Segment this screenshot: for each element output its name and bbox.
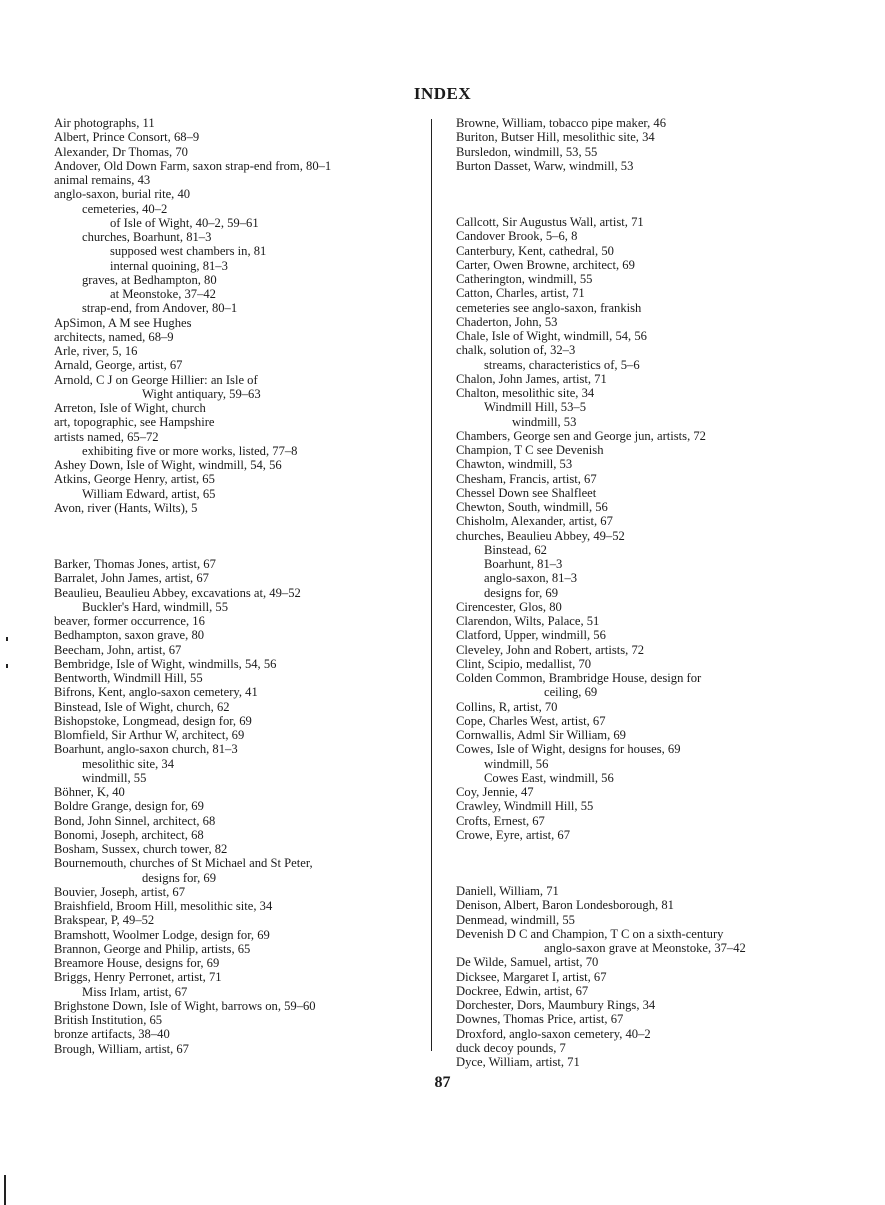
- index-subentry: designs for, 69: [142, 870, 217, 885]
- index-subentry: windmill, 53: [512, 414, 577, 429]
- index-entry: Chale, Isle of Wight, windmill, 54, 56: [456, 329, 647, 343]
- index-entry: Braishfield, Broom Hill, mesolithic site, 34: [54, 899, 273, 913]
- index-entry: Brighstone Down, Isle of Wight, barrows on, 59–60: [54, 998, 316, 1013]
- index-subentry: windmill, 56: [484, 756, 549, 771]
- index-entry: Arnald, George, artist, 67: [54, 358, 183, 373]
- index-entry: Breamore House, designs for, 69: [54, 956, 220, 970]
- index-entry: Crowe, Eyre, artist, 67: [456, 827, 571, 842]
- index-subentry: at Meonstoke, 37–42: [110, 287, 216, 301]
- index-subentry: supposed west chambers in, 81: [110, 244, 267, 259]
- index-entry: Beaulieu, Beaulieu Abbey, excavations at, 49–52: [54, 585, 301, 600]
- index-entry: Arle, river, 5, 16: [54, 344, 138, 358]
- page-number: 87: [434, 1074, 451, 1091]
- index-entry: Bedhampton, saxon grave, 80: [54, 628, 205, 643]
- index-entry: Blomfield, Sir Arthur W, architect, 69: [54, 728, 245, 742]
- index-entry: art, topographic, see Hampshire: [54, 415, 215, 430]
- index-subentry: internal quoining, 81–3: [110, 258, 228, 273]
- index-entry: Crofts, Ernest, 67: [456, 813, 545, 828]
- letter-section-gap: [456, 173, 856, 215]
- index-entry: Bosham, Sussex, church tower, 82: [54, 842, 228, 856]
- index-subentry: exhibiting five or more works, listed, 77–8: [82, 443, 298, 458]
- margin-mark: [4, 1175, 6, 1205]
- index-entry: chalk, solution of, 32–3: [456, 343, 576, 358]
- index-entry: Brakspear, P, 49–52: [54, 913, 155, 928]
- index-entry: Binstead, Isle of Wight, church, 62: [54, 699, 230, 714]
- index-entry: bronze artifacts, 38–40: [54, 1027, 170, 1042]
- index-entry: Cornwallis, Adml Sir William, 69: [456, 728, 626, 742]
- index-entry: Chaderton, John, 53: [456, 314, 558, 329]
- index-entry: Callcott, Sir Augustus Wall, artist, 71: [456, 215, 644, 229]
- index-entry: Catton, Charles, artist, 71: [456, 286, 585, 301]
- index-subentry: Buckler's Hard, windmill, 55: [82, 599, 229, 614]
- index-entry: Cope, Charles West, artist, 67: [456, 713, 606, 728]
- index-entry: Barker, Thomas Jones, artist, 67: [54, 557, 216, 571]
- index-entry: British Institution, 65: [54, 1013, 163, 1027]
- index-entry: animal remains, 43: [54, 173, 151, 187]
- index-entry: artists named, 65–72: [54, 429, 159, 444]
- index-entry: Air photographs, 11: [54, 116, 155, 130]
- index-subentry: William Edward, artist, 65: [82, 486, 216, 501]
- index-entry: Droxford, anglo-saxon cemetery, 40–2: [456, 1026, 651, 1041]
- letter-section-gap: [456, 842, 856, 884]
- index-entry: Barralet, John James, artist, 67: [54, 571, 209, 586]
- index-entry: Catherington, windmill, 55: [456, 272, 593, 286]
- index-subentry: windmill, 55: [82, 770, 147, 785]
- index-subentry: Windmill Hill, 53–5: [484, 400, 586, 415]
- index-entry: Chisholm, Alexander, artist, 67: [456, 514, 613, 529]
- index-subentry: of Isle of Wight, 40–2, 59–61: [110, 215, 259, 230]
- letter-section-gap: [54, 515, 424, 557]
- index-entry: Clatford, Upper, windmill, 56: [456, 628, 606, 643]
- index-entry: Atkins, George Henry, artist, 65: [54, 472, 215, 487]
- index-entry: Chessel Down see Shalfleet: [456, 485, 597, 500]
- index-entry: Browne, William, tobacco pipe maker, 46: [456, 116, 666, 130]
- index-entry: Chawton, windmill, 53: [456, 457, 573, 472]
- index-entry: Chalon, John James, artist, 71: [456, 371, 607, 386]
- index-entry: Bond, John Sinnel, architect, 68: [54, 813, 216, 828]
- index-entry: Bishopstoke, Longmead, design for, 69: [54, 713, 252, 728]
- index-entry: Clint, Scipio, medallist, 70: [456, 656, 592, 671]
- index-subentry: Wight antiquary, 59–63: [142, 386, 261, 401]
- column-divider: [431, 119, 432, 1051]
- index-subentry: ceiling, 69: [544, 685, 598, 700]
- index-entry: Bramshott, Woolmer Lodge, design for, 69: [54, 927, 270, 942]
- index-entry: Devenish D C and Champion, T C on a sixth-century: [456, 926, 724, 941]
- index-entry: Dyce, William, artist, 71: [456, 1055, 580, 1069]
- index-entry: Arnold, C J on George Hillier: an Isle of: [54, 372, 258, 387]
- index-entry: Bembridge, Isle of Wight, windmills, 54, 56: [54, 656, 277, 671]
- index-subentry: cemeteries, 40–2: [82, 201, 168, 216]
- index-entry: Boldre Grange, design for, 69: [54, 799, 204, 814]
- index-subentry: designs for, 69: [484, 585, 559, 600]
- page-title: INDEX: [413, 84, 472, 103]
- index-entry: Burton Dasset, Warw, windmill, 53: [456, 158, 634, 173]
- index-subentry: churches, Boarhunt, 81–3: [82, 230, 212, 244]
- index-entry: Bursledon, windmill, 53, 55: [456, 144, 598, 159]
- index-subentry: Miss Irlam, artist, 67: [82, 984, 188, 999]
- index-entry: Buriton, Butser Hill, mesolithic site, 34: [456, 130, 655, 145]
- index-entry: Bifrons, Kent, anglo-saxon cemetery, 41: [54, 685, 258, 700]
- margin-mark: [6, 664, 8, 668]
- index-entry: Dorchester, Dors, Maumbury Rings, 34: [456, 998, 656, 1012]
- index-entry: Avon, river (Hants, Wilts), 5: [54, 500, 198, 515]
- index-entry: Briggs, Henry Perronet, artist, 71: [54, 970, 222, 985]
- index-entry: Boarhunt, anglo-saxon church, 81–3: [54, 742, 238, 757]
- index-entry: Dockree, Edwin, artist, 67: [456, 983, 589, 998]
- index-entry: churches, Beaulieu Abbey, 49–52: [456, 528, 625, 543]
- index-subentry: graves, at Bedhampton, 80: [82, 272, 217, 287]
- index-column-right: [456, 116, 856, 1069]
- index-entry: Denison, Albert, Baron Londesborough, 81: [456, 898, 674, 913]
- index-entry: Chewton, South, windmill, 56: [456, 500, 608, 514]
- index-entry: Downes, Thomas Price, artist, 67: [456, 1012, 624, 1027]
- index-entry: Daniell, William, 71: [456, 884, 559, 898]
- margin-mark: [6, 637, 8, 641]
- index-entry: cemeteries see anglo-saxon, frankish: [456, 300, 642, 315]
- index-entry: Alexander, Dr Thomas, 70: [54, 144, 188, 159]
- index-column-left: [54, 116, 424, 1056]
- index-entry: Cirencester, Glos, 80: [456, 599, 562, 614]
- index-entry: duck decoy pounds, 7: [456, 1040, 566, 1055]
- index-entry: Bouvier, Joseph, artist, 67: [54, 884, 186, 899]
- index-entry: Andover, Old Down Farm, saxon strap-end from, 80–1: [54, 158, 332, 173]
- index-entry: anglo-saxon, burial rite, 40: [54, 187, 191, 202]
- index-entry: Coy, Jennie, 47: [456, 785, 534, 799]
- index-entry: Denmead, windmill, 55: [456, 912, 575, 927]
- index-entry: Collins, R, artist, 70: [456, 699, 558, 714]
- index-entry: Bonomi, Joseph, architect, 68: [54, 827, 204, 842]
- index-entry: Arreton, Isle of Wight, church: [54, 401, 206, 415]
- index-subentry: anglo-saxon grave at Meonstoke, 37–42: [544, 941, 746, 955]
- index-subentry: mesolithic site, 34: [82, 756, 174, 771]
- index-subentry: streams, characteristics of, 5–6: [484, 357, 640, 372]
- index-entry: Bentworth, Windmill Hill, 55: [54, 671, 203, 685]
- index-subentry: Binstead, 62: [484, 542, 547, 557]
- index-entry: Cowes, Isle of Wight, designs for houses, 69: [456, 742, 681, 757]
- index-entry: Champion, T C see Devenish: [456, 443, 604, 457]
- index-entry: Ashey Down, Isle of Wight, windmill, 54, 56: [54, 458, 282, 472]
- index-subentry: Cowes East, windmill, 56: [484, 770, 614, 785]
- index-entry: Dicksee, Margaret I, artist, 67: [456, 969, 607, 984]
- index-entry: beaver, former occurrence, 16: [54, 614, 205, 628]
- index-entry: Clarendon, Wilts, Palace, 51: [456, 614, 600, 628]
- index-entry: Albert, Prince Consort, 68–9: [54, 130, 200, 145]
- index-entry: architects, named, 68–9: [54, 329, 174, 344]
- index-subentry: anglo-saxon, 81–3: [484, 571, 578, 586]
- index-subentry: strap-end, from Andover, 80–1: [82, 301, 238, 316]
- index-entry: Bournemouth, churches of St Michael and St Peter,: [54, 856, 313, 871]
- index-entry: Chambers, George sen and George jun, artists, 72: [456, 428, 706, 443]
- index-entry: Chesham, Francis, artist, 67: [456, 471, 597, 486]
- index-entry: Canterbury, Kent, cathedral, 50: [456, 243, 614, 258]
- index-entry: Chalton, mesolithic site, 34: [456, 386, 595, 400]
- index-entry: Brough, William, artist, 67: [54, 1041, 189, 1056]
- index-entry: Beecham, John, artist, 67: [54, 642, 182, 657]
- index-entry: ApSimon, A M see Hughes: [54, 315, 192, 330]
- index-entry: Carter, Owen Browne, architect, 69: [456, 257, 635, 272]
- index-entry: Colden Common, Brambridge House, design for: [456, 671, 702, 685]
- index-entry: Böhner, K, 40: [54, 785, 125, 799]
- index-entry: Candover Brook, 5–6, 8: [456, 229, 578, 244]
- index-entry: Cleveley, John and Robert, artists, 72: [456, 642, 645, 657]
- index-entry: Brannon, George and Philip, artists, 65: [54, 941, 251, 956]
- index-entry: De Wilde, Samuel, artist, 70: [456, 955, 599, 970]
- index-entry: Crawley, Windmill Hill, 55: [456, 799, 594, 814]
- index-subentry: Boarhunt, 81–3: [484, 557, 563, 571]
